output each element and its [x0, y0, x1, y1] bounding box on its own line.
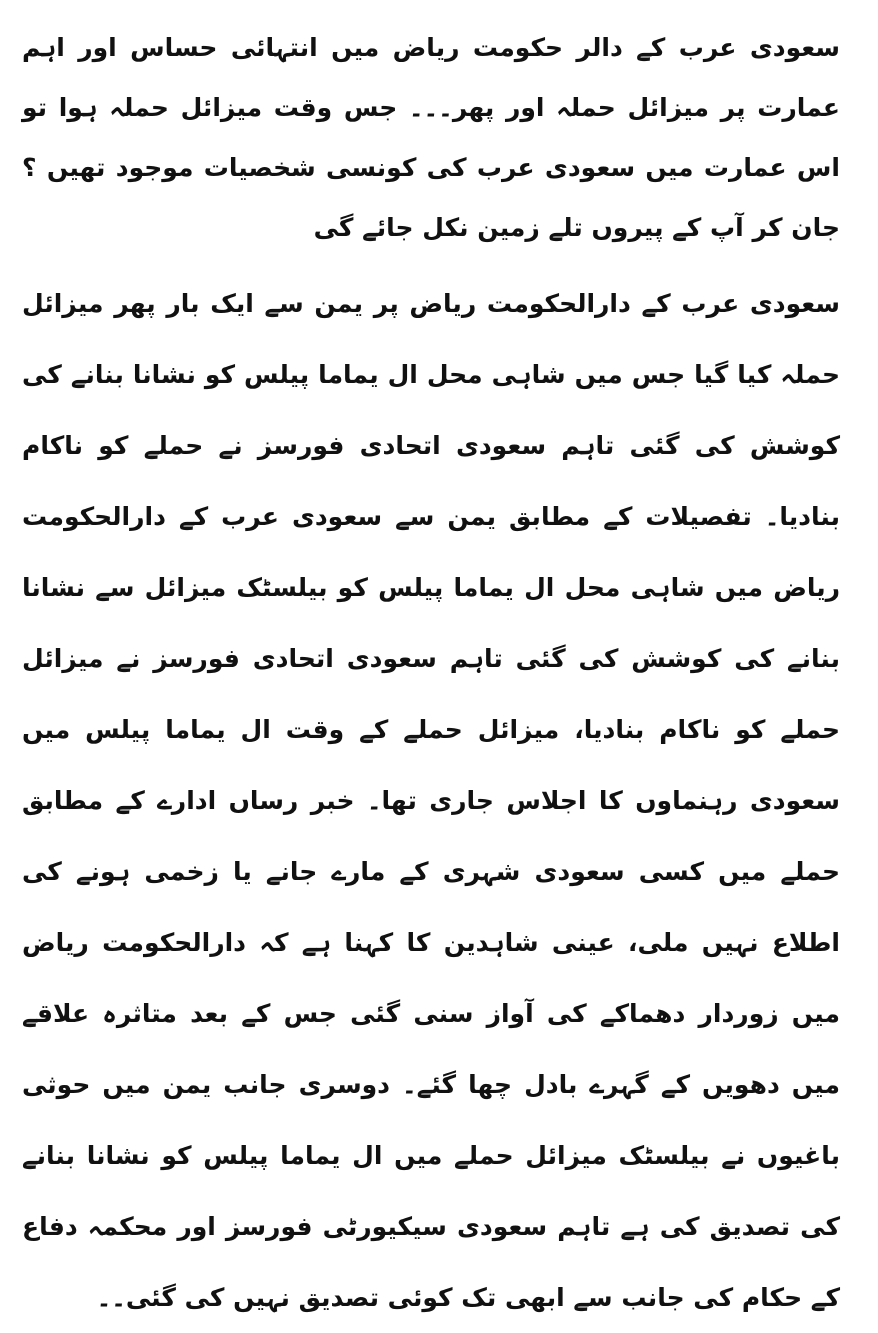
article-body: سعودی عرب کے دارالحکومت ریاض پر یمن سے ایک بار پھر میزائل حملہ کیا گیا جس میں شاہی محل ال یماما پیلس کو نشانا بنانے کی کوشش کی گئی تاہم سعودی اتحادی فورسز نے حملے کو ناکام بنادیا۔ تفصیلات کے مطابق یمن سے سعودی عرب کے دارالحکومت ریاض میں شاہی محل ال یماما پیلس کو بیلسٹک میزائل سے نشانا بنانے کی کوشش کی گئی تاہم سعودی اتحادی فورسز نے میزائل حملے کو ناکام بنادیا، میزائل حملے کے وقت ال یماما پیلس میں سعودی رہنماوں کا اجلاس جاری تھا۔ خبر رساں ادارے کے مطابق حملے میں کسی سعودی شہری کے مارے جانے یا زخمی ہونے کی اطلاع نہیں ملی، عینی شاہدین کا کہنا ہے کہ دارالحکومت ریاض میں زوردار دھماکے کی آواز سنی گئی جس کے بعد متاثرہ علاقے میں دھویں کے گہرے بادل چھا گئے۔ دوسری جانب یمن میں حوثی باغیوں نے بیلسٹک میزائل حملے میں ال یماما پیلس کو نشانا بنانے کی تصدیق کی ہے تاہم سعودی سیکیورٹی فورسز اور محکمہ دفاع کے حکام کی جانب سے ابھی تک کوئی تصدیق نہیں کی گئی۔۔: [22, 289, 841, 1312]
article-headline: سعودی عرب کے دالر حکومت ریاض میں انتہائی حساس اور اہم عمارت پر میزائل حملہ اور پھر۔۔۔ جس وقت میزائل حملہ ہوا تو اس عمارت میں سعودی عرب کی کونسی شخصیات موجود تھیں ؟ جان کر آپ کے پیروں تلے زمین نکل جائے گی: [22, 33, 840, 242]
